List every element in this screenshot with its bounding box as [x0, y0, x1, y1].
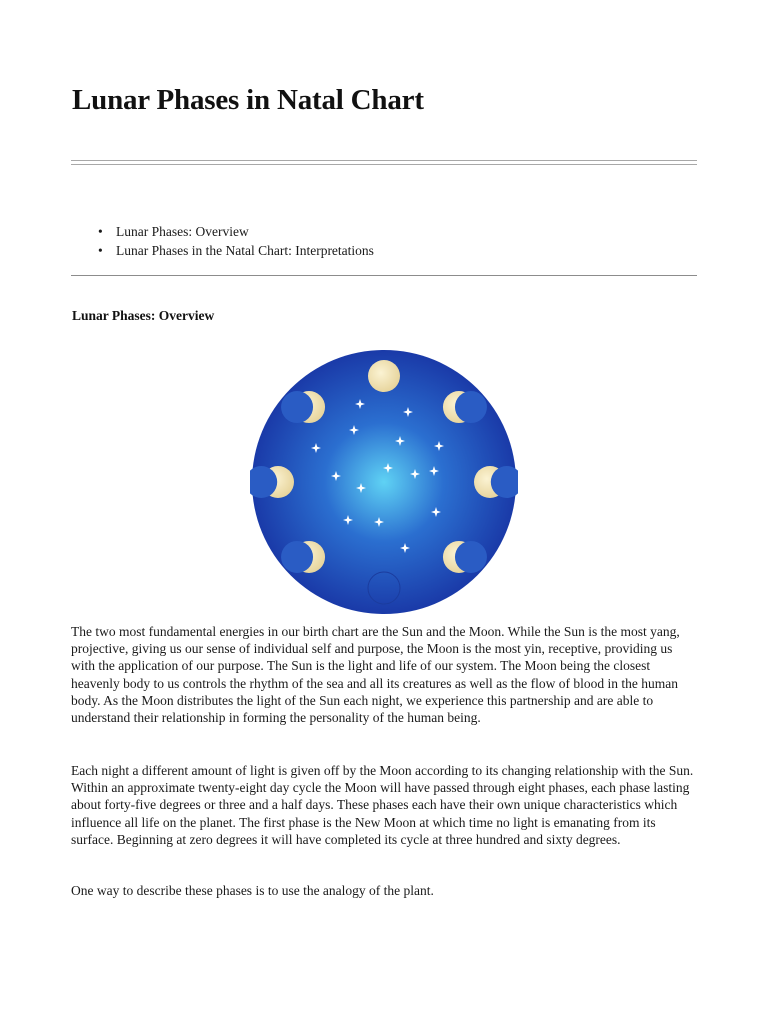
- lunar-phases-illustration: [250, 348, 518, 616]
- title-divider: [71, 160, 697, 165]
- toc-divider: [71, 275, 697, 276]
- moon-waxing-crescent-icon: [281, 541, 325, 573]
- moon-last-quarter-icon: [474, 466, 518, 498]
- bullet-icon: •: [98, 243, 103, 258]
- bullet-icon: •: [98, 224, 103, 239]
- toc-item-overview[interactable]: [98, 222, 374, 241]
- toc-link-overview[interactable]: Lunar Phases: Overview: [116, 224, 249, 239]
- moon-waning-gibbous-icon: [443, 391, 487, 423]
- paragraph-1: The two most fundamental energies in our birth chart are the Sun and the Moon. While the Sun is the most yang, projective, giving us our sense of individual self and purpose, the Moon is the most yin, receptive, providing us with the application of our purpose. The Sun is the light and life of our system. The Moon being the closest heavenly body to us controls the rhythm of the sea and all its creatures as well as the flow of blood in the human body. As the Moon distributes the light of the Sun each night, we experience this partnership and are able to understand their relationship in forming the personality of the human being.: [71, 624, 680, 726]
- moon-first-quarter-icon: [250, 466, 294, 498]
- table-of-contents: [98, 222, 374, 260]
- moon-waxing-gibbous-icon: [281, 391, 325, 423]
- moon-full-icon: [368, 360, 400, 392]
- paragraph-2: Each night a different amount of light is given off by the Moon according to its changing relationship with the Sun. Within an approximate twenty-eight day cycle the Moon will have passed through eight phases, each phase lasting about forty-five degrees or three and a half days. These phases each have their own unique characteristics which influence all life on the planet. The first phase is the New Moon at which time no light is emanating from its surface. Beginning at zero degrees it will have completed its cycle at three hundred and sixty degrees.: [71, 763, 694, 847]
- moon-waning-crescent-icon: [443, 541, 487, 573]
- toc-link-interpretations[interactable]: Lunar Phases in the Natal Chart: Interpretations: [116, 243, 374, 258]
- page-title: Lunar Phases in Natal Chart: [72, 84, 424, 116]
- paragraph-3: One way to describe these phases is to use the analogy of the plant.: [71, 883, 434, 898]
- section-heading: Lunar Phases: Overview: [72, 308, 215, 323]
- toc-item-interpretations[interactable]: [98, 241, 374, 260]
